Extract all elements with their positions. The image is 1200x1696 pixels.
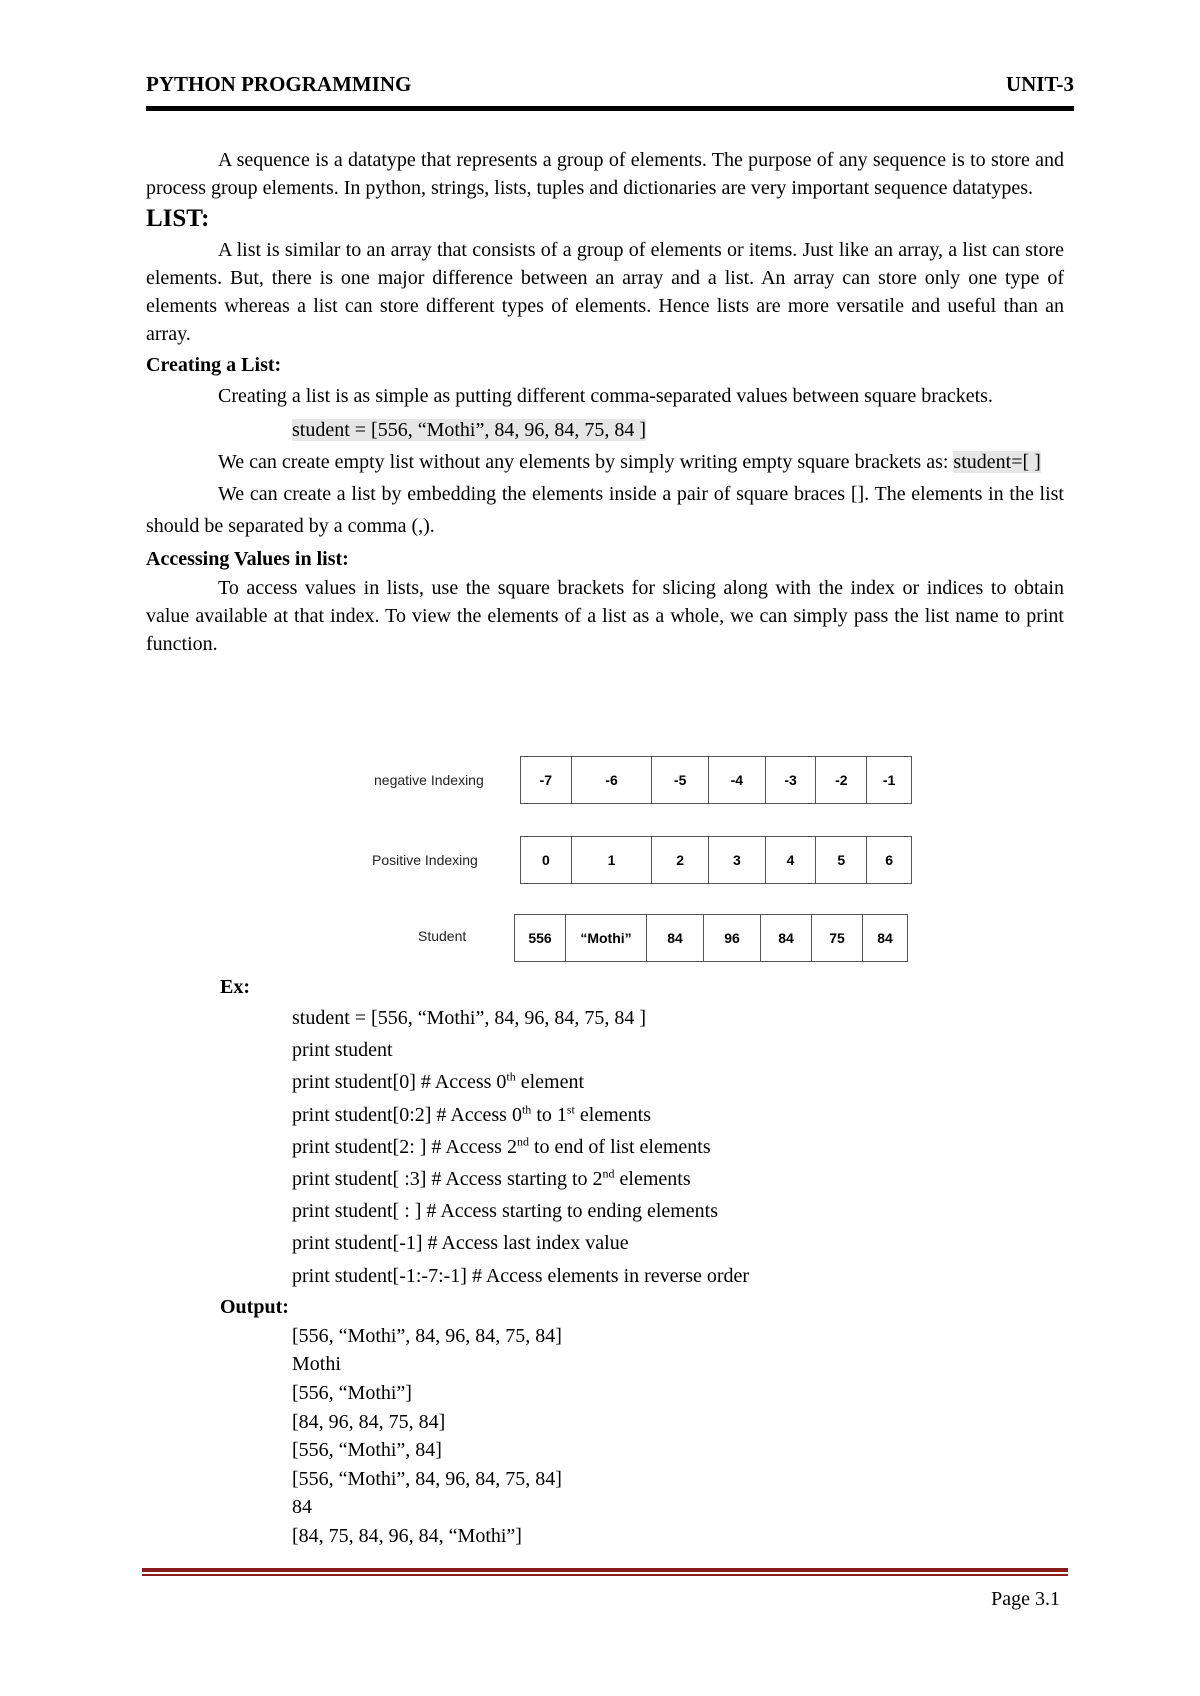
code-line: print student [292,1039,393,1062]
code-superscript: th [521,1101,532,1116]
code-text: to end of list elements [528,1135,711,1158]
negative-index-cell: -7 [521,757,572,804]
list-description: A list is similar to an array that consists of a group of elements or items. Just like an array, a list can store elements. But, there is one major difference between an array and a list. An array can store only one type of elements whereas a list can store different types of elements. Hence lists are more versatile and useful than an array. [146,239,1064,345]
code-superscript: st [566,1101,575,1116]
negative-indexing-label: negative Indexing [374,772,484,788]
output-lines [292,1322,1080,1551]
output-line: [556, “Mothi”] [292,1382,412,1405]
negative-index-cell: -1 [867,757,912,804]
header-title: PYTHON PROGRAMMING [146,72,412,96]
creating-paragraph-2 [146,446,1064,478]
creating-p2-text: We can create empty list without any elements by simply writing empty square brackets as: [218,451,954,473]
positive-index-cell: 0 [521,837,572,884]
header-unit: UNIT-3 [1005,72,1074,96]
accessing-title: Accessing Values in list: [146,548,349,570]
output-line: 84 [292,1496,312,1519]
empty-list-code: student=[ ] [953,451,1041,473]
page-number: Page 3.1 [991,1588,1060,1610]
student-label: Student [418,928,467,944]
example-title: Ex: [220,976,250,998]
creating-list-title: Creating a List: [146,354,282,376]
header-rule [146,106,1074,111]
code-text: print student[0:2] # Access 0 [292,1103,522,1126]
output-line: [556, “Mothi”, 84, 96, 84, 75, 84] [292,1324,562,1347]
code-line: print student[-1] # Access last index value [292,1232,629,1255]
main-content [146,146,1064,658]
code-line [292,1099,1080,1131]
student-value-cell: 84 [647,915,704,962]
student-value-cell: 75 [812,915,863,962]
footer-rule-thin [142,1574,1068,1576]
negative-index-cell: -4 [708,757,765,804]
code-line: print student[-1:-7:-1] # Access elements in reverse order [292,1264,750,1287]
student-value-cell: “Mothi” [566,915,647,962]
creating-code: student = [556, “Mothi”, 84, 96, 84, 75, 84 ] [292,419,647,441]
negative-index-cell: -2 [816,757,867,804]
positive-index-cell: 1 [571,837,652,884]
code-text: elements [574,1103,651,1126]
positive-indexing-label: Positive Indexing [372,852,478,868]
code-superscript: nd [602,1166,615,1181]
positive-index-cell: 2 [652,837,709,884]
output-title: Output: [220,1295,289,1318]
negative-index-cell: -3 [765,757,816,804]
example-block [220,972,1080,1551]
code-text: print student[0] # Access 0 [292,1071,507,1094]
index-diagram [360,752,920,972]
negative-index-cell: -5 [652,757,709,804]
output-line: [556, “Mothi”, 84, 96, 84, 75, 84] [292,1467,562,1490]
code-text: elements [614,1168,691,1191]
positive-index-cell: 4 [765,837,816,884]
code-line: student = [556, “Mothi”, 84, 96, 84, 75, 84 ] [292,1007,647,1029]
creating-paragraph-1: Creating a list is as simple as putting different comma-separated values between square brackets. [218,385,993,407]
positive-index-cell: 5 [816,837,867,884]
positive-index-cell: 6 [867,837,912,884]
code-superscript: th [506,1069,516,1084]
student-values-table [514,914,908,962]
positive-index-table [520,836,912,884]
creating-code-line [292,414,1064,446]
output-line: [84, 96, 84, 75, 84] [292,1410,446,1433]
code-text: element [515,1071,585,1094]
student-value-cell: 84 [761,915,812,962]
negative-index-cell: -6 [571,757,652,804]
code-line [292,1131,1080,1163]
code-superscript: nd [516,1134,529,1149]
student-value-cell: 556 [515,915,566,962]
output-line: [84, 75, 84, 96, 84, “Mothi”] [292,1524,522,1547]
code-line [292,1163,1080,1195]
code-line [292,1066,1080,1098]
example-code [292,1002,1080,1292]
output-line: [556, “Mothi”, 84] [292,1439,442,1462]
output-line: Mothi [292,1353,341,1376]
code-text: to 1 [531,1103,567,1126]
code-text: print student[2: ] # Access 2 [292,1135,517,1158]
student-value-cell: 96 [704,915,761,962]
intro-paragraph: A sequence is a datatype that represents a group of elements. The purpose of any sequence is to store and process group elements. In python, strings, lists, tuples and dictionaries are very important sequence datatypes. [146,149,1064,199]
footer-rule [142,1568,1068,1572]
positive-index-cell: 3 [709,837,766,884]
accessing-paragraph: To access values in lists, use the square brackets for slicing along with the index or indices to obtain value available at that index. To view the elements of a list as a whole, we can simply pass the list name to print function. [146,577,1064,655]
negative-index-table [520,756,912,804]
code-text: print student[ :3] # Access starting to 2 [292,1168,603,1191]
creating-paragraph-3: We can create a list by embedding the elements inside a pair of square braces []. The elements in the list should be separated by a comma (,). [146,483,1064,537]
student-value-cell: 84 [863,915,908,962]
list-section-title: LIST: [146,205,210,232]
code-line: print student[ : ] # Access starting to ending elements [292,1200,719,1223]
